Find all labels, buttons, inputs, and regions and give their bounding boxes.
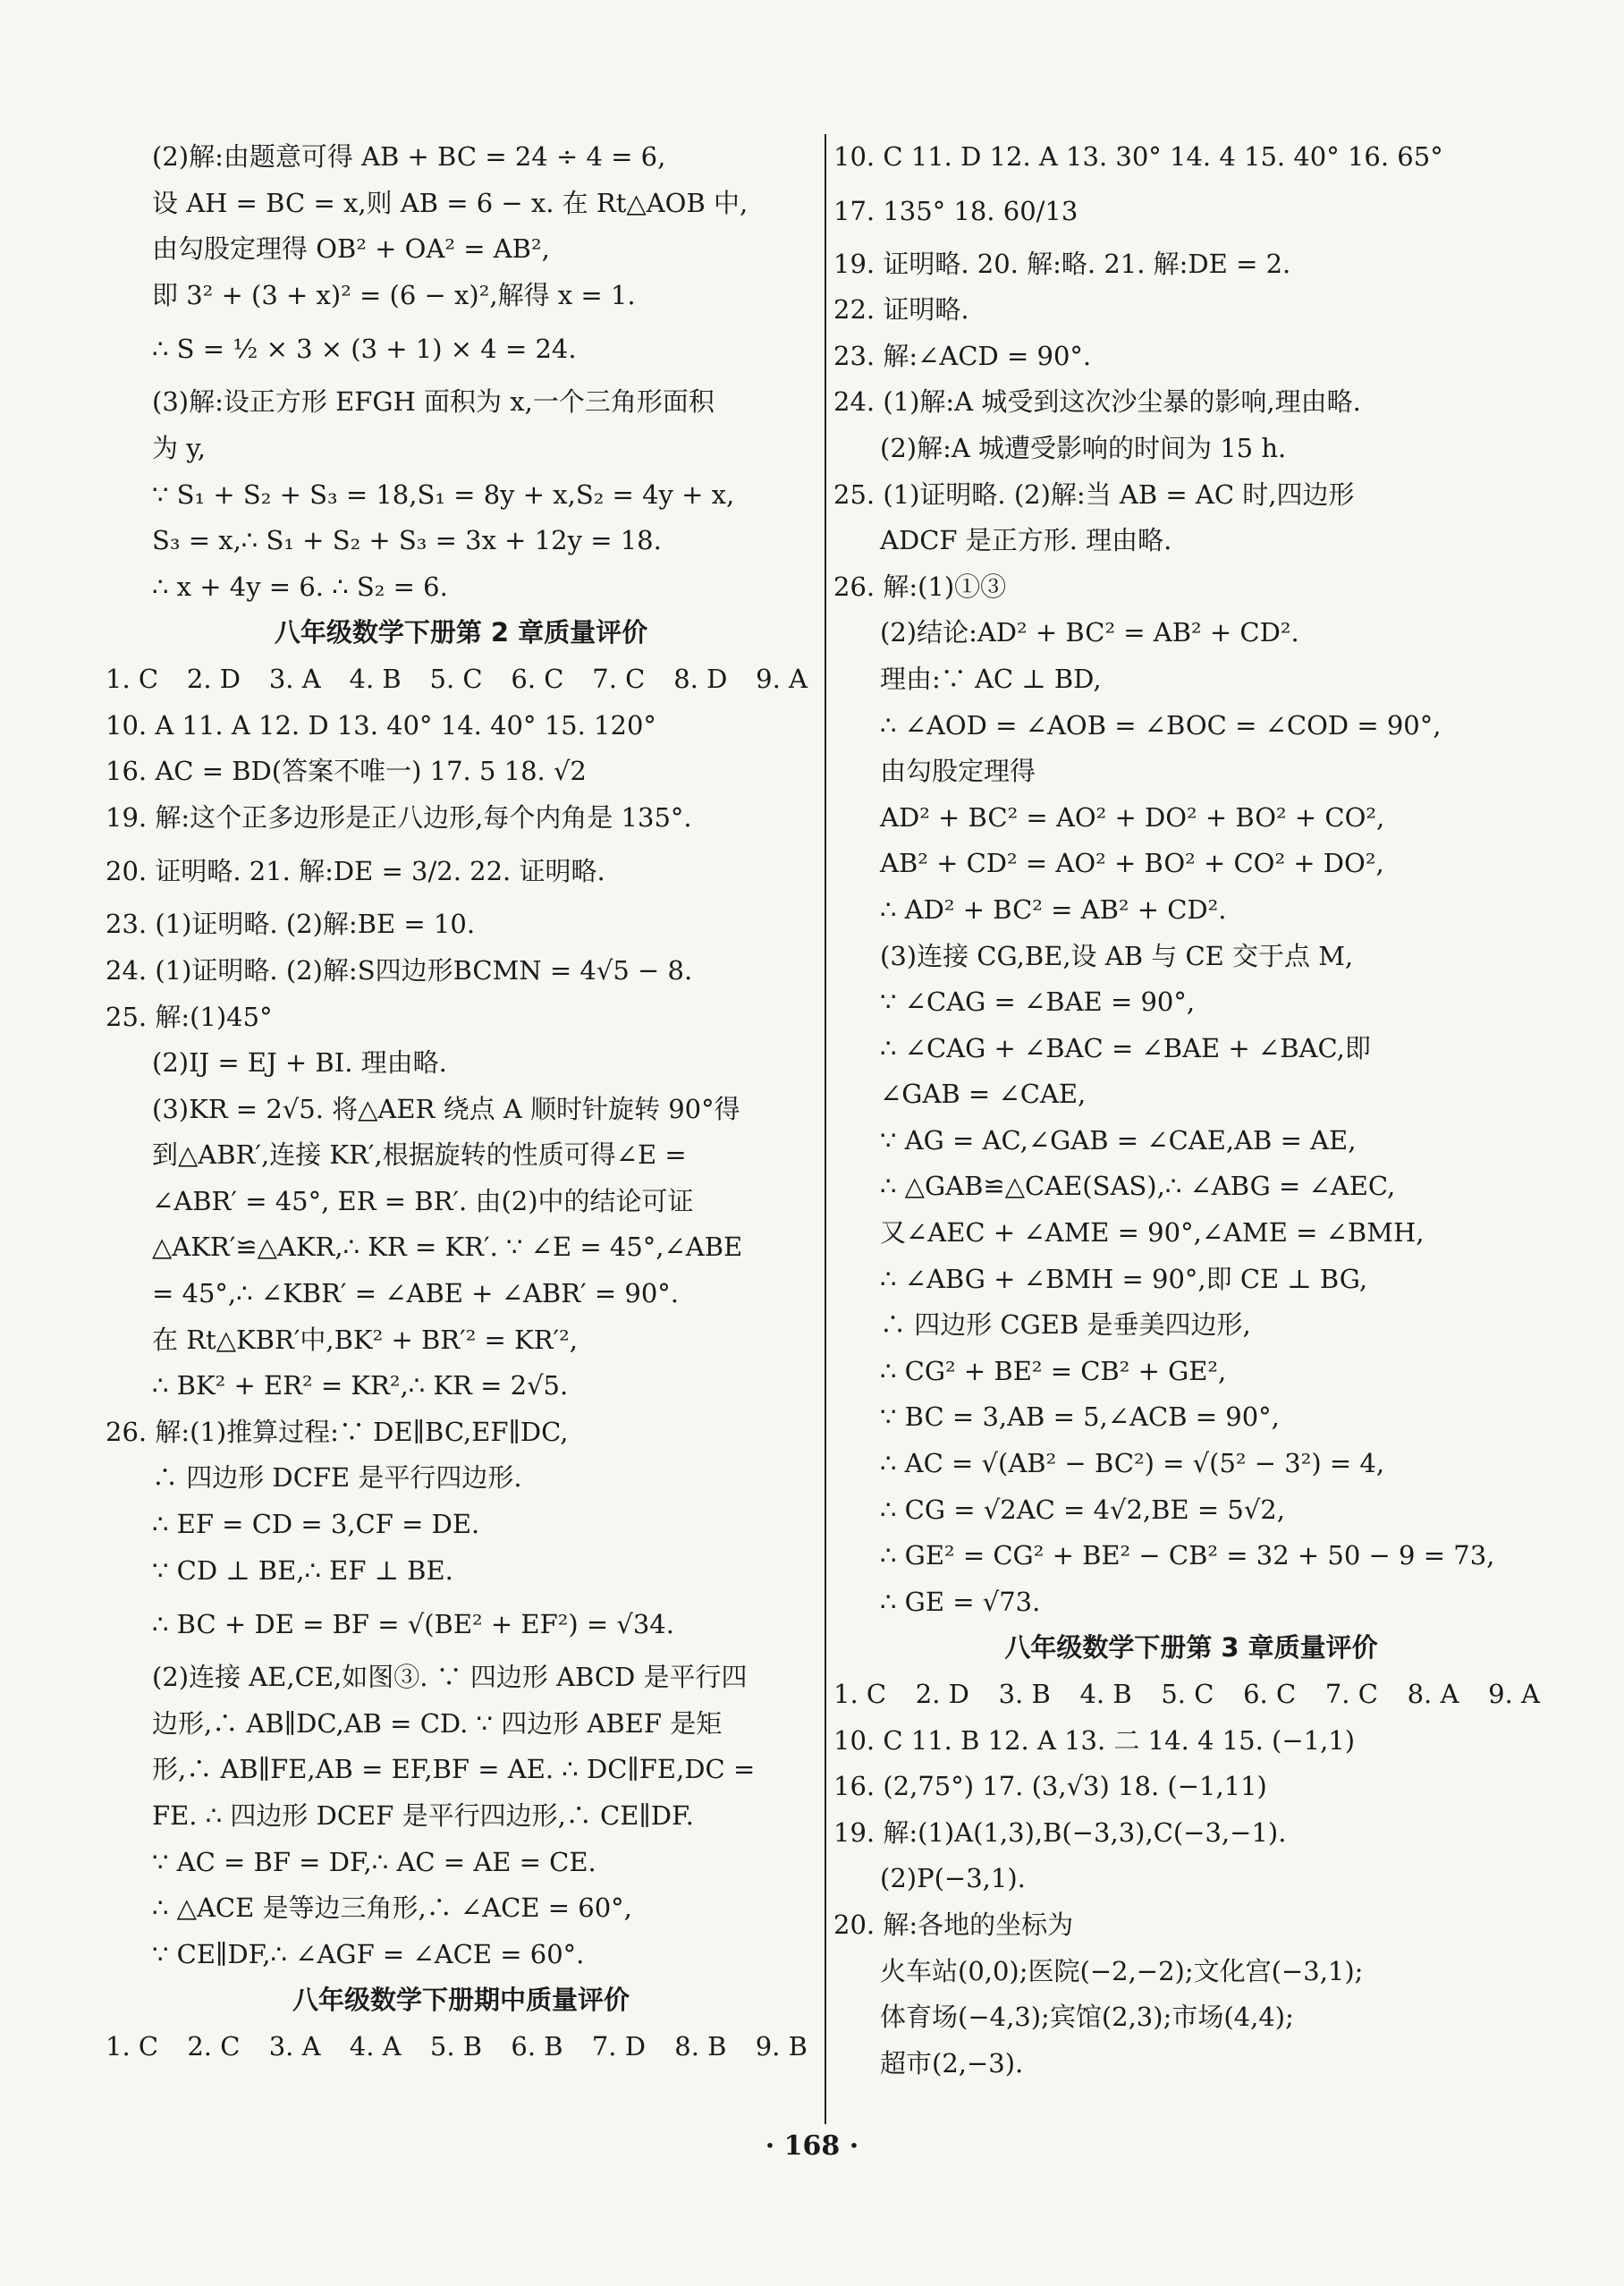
- answer-line: 20. 证明略. 21. 解:DE = 3/2. 22. 证明略.: [106, 856, 605, 887]
- answer-item: 6. B: [511, 2030, 563, 2062]
- answer-line: ∴ ∠AOD = ∠AOB = ∠BOC = ∠COD = 90°,: [880, 709, 1442, 741]
- answer-line: 17. 135° 18. 60/13: [833, 195, 1078, 226]
- answer-item: 5. C: [429, 663, 483, 694]
- answer-line: 又∠AEC + ∠AME = 90°,∠AME = ∠BMH,: [880, 1217, 1425, 1249]
- answer-line: ∴ CG = √2AC = 4√2,BE = 5√2,: [880, 1494, 1285, 1525]
- answer-line: ∵ AC = BF = DF,∴ AC = AE = CE.: [152, 1846, 596, 1877]
- right-column: [833, 134, 1549, 2087]
- column-divider: [825, 134, 826, 2124]
- answer-line: 19. 解:(1)A(1,3),B(−3,3),C(−3,−1).: [833, 1816, 1287, 1848]
- answer-item: 1. C: [833, 1679, 887, 1709]
- answer-line: 到△ABR′,连接 KR′,根据旋转的性质可得∠E =: [152, 1139, 687, 1171]
- answer-line: ∴ BC + DE = BF = √(BE² + EF²) = √34.: [152, 1609, 674, 1640]
- answer-line: (3)KR = 2√5. 将△AER 绕点 A 顺时针旋转 90°得: [152, 1093, 740, 1124]
- answer-item: 9. A: [1488, 1679, 1540, 1709]
- answer-line: ∴ CG² + BE² = CB² + GE²,: [880, 1355, 1227, 1386]
- answer-item: 5. B: [429, 2030, 483, 2062]
- answer-line: ∴ ∠CAG + ∠BAC = ∠BAE + ∠BAC,即: [880, 1032, 1371, 1063]
- answer-line: ∠GAB = ∠CAE,: [880, 1079, 1087, 1110]
- answer-line: ∠ABR′ = 45°, ER = BR′. 由(2)中的结论可证: [152, 1185, 694, 1216]
- answer-line: 10. C 11. D 12. A 13. 30° 14. 4 15. 40° 16. 65°: [833, 141, 1443, 172]
- answer-line: 由勾股定理得: [880, 756, 1036, 787]
- answer-line: ∵ S₁ + S₂ + S₃ = 18,S₁ = 8y + x,S₂ = 4y + x,: [152, 478, 735, 510]
- answer-line: [106, 656, 816, 703]
- answer-line: AB² + CD² = AO² + BO² + CO² + DO²,: [880, 848, 1384, 879]
- answer-line: 24. (1)解:A 城受到这次沙尘暴的影响,理由略.: [833, 386, 1361, 418]
- answer-item: 2. D: [186, 663, 241, 694]
- answer-line: 10. A 11. A 12. D 13. 40° 14. 40° 15. 120°: [106, 709, 656, 741]
- answer-line: [106, 2024, 816, 2070]
- answer-line: ∴ ∠ABG + ∠BMH = 90°,即 CE ⊥ BG,: [880, 1263, 1368, 1294]
- answer-line: 即 3² + (3 + x)² = (6 − x)²,解得 x = 1.: [152, 279, 636, 310]
- answer-line: 形,∴ AB∥FE,AB = EF,BF = AE. ∴ DC∥FE,DC =: [152, 1754, 756, 1785]
- answer-item: 2. C: [187, 2030, 241, 2062]
- answer-line: 超市(2,−3).: [880, 2047, 1024, 2079]
- answer-item: 3. A: [268, 663, 321, 694]
- answer-item: 8. D: [673, 663, 728, 694]
- answer-item: 4. A: [349, 2030, 402, 2062]
- answer-line: ∵ AG = AC,∠GAB = ∠CAE,AB = AE,: [880, 1124, 1357, 1156]
- answer-line: 20. 解:各地的坐标为: [833, 1909, 1074, 1940]
- answer-item: 5. C: [1161, 1679, 1214, 1709]
- answer-line: 25. (1)证明略. (2)解:当 AB = AC 时,四边形: [833, 478, 1355, 510]
- left-column: [106, 134, 816, 2070]
- page-number: · 168 ·: [765, 2130, 859, 2162]
- section-heading: 八年级数学下册期中质量评价: [292, 1985, 630, 2016]
- answer-item: 2. D: [915, 1679, 969, 1709]
- answer-item: 3. A: [268, 2030, 321, 2062]
- answer-line: 26. 解:(1)①③: [833, 571, 1007, 602]
- answer-item: 1. C: [106, 2030, 159, 2062]
- answer-line: ∴ △GAB≌△CAE(SAS),∴ ∠ABG = ∠AEC,: [880, 1171, 1396, 1202]
- answer-line: ∴ EF = CD = 3,CF = DE.: [152, 1509, 480, 1540]
- answer-line: ∴ x + 4y = 6. ∴ S₂ = 6.: [152, 571, 448, 602]
- answer-item: 7. C: [1324, 1679, 1378, 1709]
- answer-line: 24. (1)证明略. (2)解:S四边形BCMN = 4√5 − 8.: [106, 954, 693, 986]
- answer-line: ∴ GE = √73.: [880, 1586, 1041, 1617]
- answer-item: 6. C: [511, 663, 564, 694]
- answer-line: (2)解:A 城遭受影响的时间为 15 h.: [880, 432, 1287, 463]
- answer-line: 16. AC = BD(答案不唯一) 17. 5 18. √2: [106, 756, 587, 787]
- answer-line: 22. 证明略.: [833, 294, 969, 326]
- answer-line: (3)连接 CG,BE,设 AB 与 CE 交于点 M,: [880, 940, 1354, 971]
- answer-item: 6. C: [1243, 1679, 1297, 1709]
- answer-line: ADCF 是正方形. 理由略.: [880, 525, 1172, 556]
- answer-line: 23. (1)证明略. (2)解:BE = 10.: [106, 909, 476, 940]
- answer-line: 26. 解:(1)推算过程:∵ DE∥BC,EF∥DC,: [106, 1416, 569, 1447]
- answer-line: 体育场(−4,3);宾馆(2,3);市场(4,4);: [880, 2002, 1294, 2033]
- answer-line: 10. C 11. B 12. A 13. 二 14. 4 15. (−1,1): [833, 1724, 1356, 1756]
- answer-line: ∴ △ACE 是等边三角形,∴ ∠ACE = 60°,: [152, 1892, 632, 1924]
- answer-line: ∵ CD ⊥ BE,∴ EF ⊥ BE.: [152, 1554, 453, 1586]
- answer-line: 为 y,: [152, 432, 206, 463]
- answer-line: 25. 解:(1)45°: [106, 1001, 273, 1032]
- answer-line: ∴ 四边形 CGEB 是垂美四边形,: [880, 1309, 1251, 1341]
- answer-line: S₃ = x,∴ S₁ + S₂ + S₃ = 3x + 12y = 18.: [152, 525, 662, 556]
- answer-line: (3)解:设正方形 EFGH 面积为 x,一个三角形面积: [152, 386, 715, 418]
- answer-line: ∵ CE∥DF,∴ ∠AGF = ∠ACE = 60°.: [152, 1938, 585, 1969]
- answer-line: ∴ BK² + ER² = KR²,∴ KR = 2√5.: [152, 1370, 569, 1401]
- answer-item: 3. B: [998, 1679, 1051, 1709]
- answer-item: 9. A: [756, 663, 808, 694]
- answer-line: AD² + BC² = AO² + DO² + BO² + CO²,: [880, 801, 1385, 833]
- answer-item: 8. B: [674, 2030, 727, 2062]
- answer-line: 设 AH = BC = x,则 AB = 6 − x. 在 Rt△AOB 中,: [152, 187, 749, 218]
- answer-line: = 45°,∴ ∠KBR′ = ∠ABE + ∠ABR′ = 90°.: [152, 1278, 680, 1309]
- answer-line: ∴ GE² = CG² + BE² − CB² = 32 + 50 − 9 = 73,: [880, 1540, 1495, 1571]
- answer-item: 7. D: [591, 2030, 646, 2062]
- answer-line: ∴ S = ½ × 3 × (3 + 1) × 4 = 24.: [152, 334, 577, 365]
- answer-item: 4. B: [349, 663, 402, 694]
- answer-line: △AKR′≌△AKR,∴ KR = KR′. ∵ ∠E = 45°,∠ABE: [152, 1232, 743, 1263]
- answer-line: (2)IJ = EJ + BI. 理由略.: [152, 1047, 447, 1079]
- answer-line: 由勾股定理得 OB² + OA² = AB²,: [152, 233, 550, 265]
- answer-line: ∵ BC = 3,AB = 5,∠ACB = 90°,: [880, 1401, 1280, 1433]
- answer-line: 在 Rt△KBR′中,BK² + BR′² = KR′²,: [152, 1324, 578, 1355]
- answer-line: 19. 证明略. 20. 解:略. 21. 解:DE = 2.: [833, 248, 1291, 279]
- answer-line: 19. 解:这个正多边形是正八边形,每个内角是 135°.: [106, 801, 692, 833]
- answer-line: ∴ AD² + BC² = AB² + CD².: [880, 893, 1227, 925]
- answer-line: (2)解:由题意可得 AB + BC = 24 ÷ 4 = 6,: [152, 141, 666, 172]
- answer-line: (2)结论:AD² + BC² = AB² + CD².: [880, 617, 1299, 648]
- answer-line: ∵ ∠CAG = ∠BAE = 90°,: [880, 986, 1196, 1018]
- answer-item: 4. B: [1079, 1679, 1132, 1709]
- answer-item: 7. C: [592, 663, 646, 694]
- answer-line: [833, 1672, 1549, 1718]
- answer-line: ∴ 四边形 DCFE 是平行四边形.: [152, 1462, 522, 1494]
- answer-line: (2)P(−3,1).: [880, 1863, 1026, 1894]
- answer-line: ∴ AC = √(AB² − BC²) = √(5² − 3²) = 4,: [880, 1448, 1385, 1479]
- section-heading: 八年级数学下册第 3 章质量评价: [1004, 1632, 1378, 1664]
- section-heading: 八年级数学下册第 2 章质量评价: [274, 617, 648, 648]
- answer-line: 边形,∴ AB∥DC,AB = CD. ∵ 四边形 ABEF 是矩: [152, 1707, 723, 1739]
- answer-item: 9. B: [755, 2030, 808, 2062]
- answer-line: 16. (2,75°) 17. (3,√3) 18. (−1,11): [833, 1771, 1267, 1802]
- answer-item: 8. A: [1407, 1679, 1459, 1709]
- answer-line: 理由:∵ AC ⊥ BD,: [880, 663, 1102, 694]
- answer-line: 23. 解:∠ACD = 90°.: [833, 340, 1092, 371]
- answer-line: (2)连接 AE,CE,如图③. ∵ 四边形 ABCD 是平行四: [152, 1662, 748, 1693]
- answer-line: FE. ∴ 四边形 DCEF 是平行四边形,∴ CE∥DF.: [152, 1800, 694, 1831]
- answer-item: 1. C: [106, 663, 159, 694]
- answer-line: 火车站(0,0);医院(−2,−2);文化宫(−3,1);: [880, 1955, 1364, 1986]
